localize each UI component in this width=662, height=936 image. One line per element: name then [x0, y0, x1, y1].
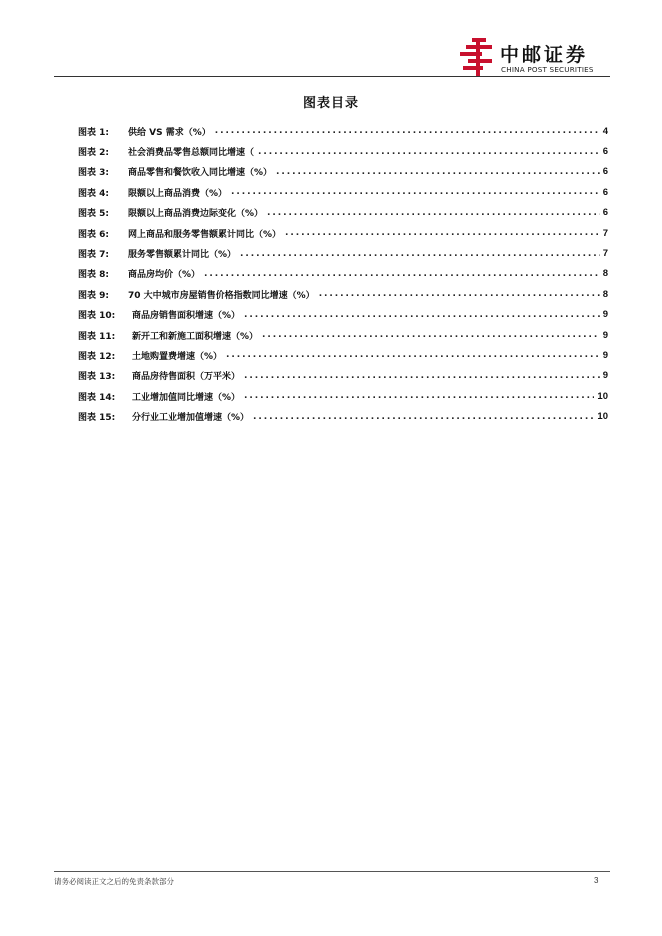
toc-leader-dots	[244, 310, 600, 320]
toc-entry-page: 8	[602, 268, 608, 280]
china-post-logo-icon	[460, 36, 496, 76]
toc-leader-dots	[319, 289, 600, 299]
toc-entry-label: 图表 3:	[78, 168, 109, 179]
toc-leader-dots	[215, 126, 600, 136]
page-header	[54, 30, 610, 80]
toc-entry-text: 工业增加值同比增速（%）	[132, 392, 241, 403]
toc-entry-text: 社会消费品零售总额同比增速（	[128, 148, 255, 159]
toc-leader-dots	[244, 391, 594, 401]
toc-leader-dots	[231, 187, 600, 197]
toc-entry-text: 服务零售额累计同比（%）	[128, 250, 237, 261]
toc-leader-dots	[244, 371, 600, 381]
header-divider	[54, 76, 610, 77]
toc-leader-dots	[276, 167, 600, 177]
toc-entry-page: 4	[602, 125, 608, 137]
toc-entry-page: 7	[602, 227, 608, 239]
toc-entry-page: 10	[597, 411, 608, 423]
toc-entry[interactable]	[78, 345, 608, 365]
toc-entry-page: 8	[602, 288, 608, 300]
toc-entry[interactable]	[78, 243, 608, 263]
table-of-figures	[78, 121, 608, 427]
toc-entry-label: 图表 8:	[78, 270, 109, 281]
toc-entry[interactable]	[78, 203, 608, 223]
toc-entry-page: 6	[602, 146, 608, 158]
footer-divider	[54, 871, 610, 872]
toc-entry-text: 网上商品和服务零售额累计同比（%）	[128, 229, 282, 240]
toc-entry-text: 供给 VS 需求（%）	[128, 127, 211, 138]
toc-leader-dots	[240, 249, 600, 259]
toc-entry[interactable]	[78, 325, 608, 345]
toc-entry-label: 图表 13:	[78, 372, 116, 383]
toc-entry-label: 图表 15:	[78, 413, 116, 424]
toc-entry-page: 7	[602, 248, 608, 260]
page-number: 3	[594, 876, 599, 885]
toc-entry-page: 6	[602, 207, 608, 219]
toc-entry-page: 6	[602, 166, 608, 178]
toc-leader-dots	[267, 208, 600, 218]
toc-entry[interactable]	[78, 162, 608, 182]
toc-leader-dots	[204, 269, 600, 279]
toc-leader-dots	[285, 228, 600, 238]
toc-entry-page: 6	[602, 186, 608, 198]
toc-entry-label: 图表 6:	[78, 229, 109, 240]
toc-entry-text: 商品零售和餐饮收入同比增速（%）	[128, 168, 273, 179]
toc-entry-page: 10	[597, 390, 608, 402]
toc-entry-text: 商品房待售面积（万平米）	[132, 372, 241, 383]
toc-entry[interactable]	[78, 121, 608, 141]
brand-name-en: CHINA POST SECURITIES	[501, 65, 594, 74]
toc-entry-page: 9	[602, 329, 608, 341]
toc-entry-text: 分行业工业增加值增速（%）	[132, 413, 250, 424]
toc-entry[interactable]	[78, 284, 608, 304]
toc-leader-dots	[226, 350, 600, 360]
toc-entry-label: 图表 9:	[78, 290, 109, 301]
toc-entry-label: 图表 14:	[78, 392, 116, 403]
toc-entry[interactable]	[78, 305, 608, 325]
toc-entry-page: 9	[602, 370, 608, 382]
toc-entry-label: 图表 11:	[78, 331, 116, 342]
toc-entry-text: 新开工和新施工面积增速（%）	[132, 331, 259, 342]
toc-entry-page: 9	[602, 349, 608, 361]
toc-leader-dots	[258, 147, 600, 157]
toc-entry[interactable]	[78, 264, 608, 284]
toc-entry-label: 图表 7:	[78, 250, 109, 261]
toc-entry-text: 土地购置费增速（%）	[132, 351, 223, 362]
toc-entry-label: 图表 12:	[78, 351, 116, 362]
toc-entry-text: 限额以上商品消费（%）	[128, 188, 228, 199]
toc-entry-label: 图表 5:	[78, 209, 109, 220]
toc-entry-label: 图表 10:	[78, 311, 116, 322]
toc-entry[interactable]	[78, 406, 608, 426]
toc-entry-label: 图表 2:	[78, 148, 109, 159]
toc-entry-label: 图表 1:	[78, 127, 109, 138]
toc-entry-text: 商品房均价（%）	[128, 270, 201, 281]
toc-entry-page: 9	[602, 309, 608, 321]
toc-entry[interactable]	[78, 223, 608, 243]
toc-entry-text: 商品房销售面积增速（%）	[132, 311, 241, 322]
brand-name-cn: 中邮证券	[500, 44, 589, 66]
toc-title: 图表目录	[302, 96, 359, 111]
toc-entry[interactable]	[78, 386, 608, 406]
toc-entry[interactable]	[78, 141, 608, 161]
toc-entry-text: 70 大中城市房屋销售价格指数同比增速（%）	[128, 290, 315, 301]
toc-entry[interactable]	[78, 366, 608, 386]
toc-entry-text: 限额以上商品消费边际变化（%）	[128, 209, 264, 220]
toc-entry[interactable]	[78, 182, 608, 202]
company-logo	[460, 36, 610, 76]
toc-leader-dots	[253, 412, 594, 422]
toc-entry-label: 图表 4:	[78, 188, 109, 199]
footer-disclaimer: 请务必阅读正文之后的免责条款部分	[54, 877, 174, 886]
toc-leader-dots	[262, 330, 600, 340]
